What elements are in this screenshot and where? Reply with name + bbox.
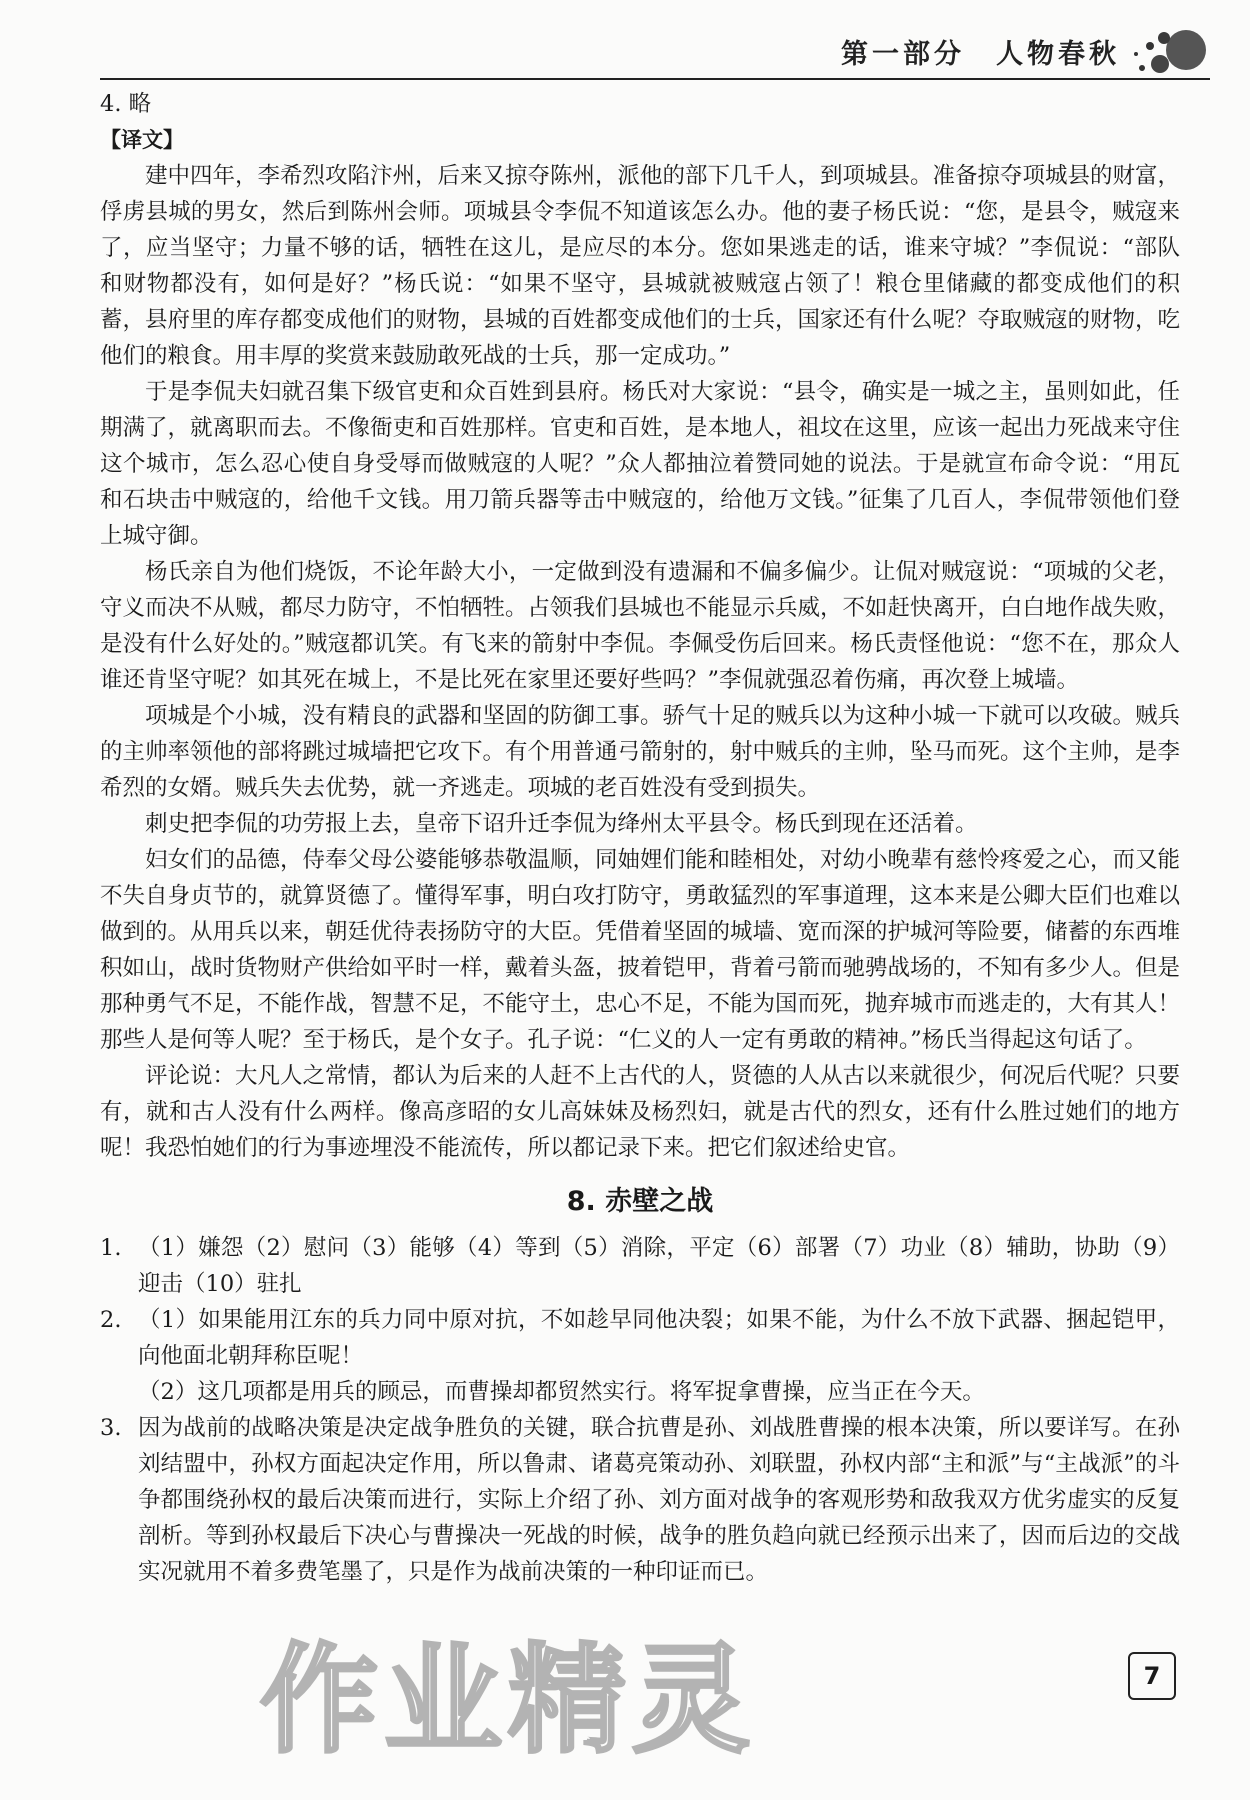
translation-label: 【译文】 <box>100 128 184 152</box>
paragraph: 建中四年，李希烈攻陷汴州，后来又掠夺陈州，派他的部下几千人，到项城县。准备掠夺项城县的财富，俘虏县城的男女，然后到陈州会师。项城县令李侃不知道该怎么办。他的妻子杨氏说：“您，是县令，贼寇来了，应当坚守；力量不够的话，牺牲在这儿，是应尽的本分。您如果逃走的话，谁来守城？”李侃说：“部队和财物都没有，如何是好？”杨氏说：“如果不坚守，县城就被贼寇占领了！粮仓里储藏的都变成他们的积蓄，县府里的库存都变成他们的财物，县城的百姓都变成他们的士兵，国家还有什么呢？夺取贼寇的财物，吃他们的粮食。用丰厚的奖赏来鼓励敢死战的士兵，那一定成功。” <box>100 163 1181 369</box>
answer-item-4: 4. 略 <box>100 91 152 117</box>
paragraph: 杨氏亲自为他们烧饭，不论年龄大小，一定做到没有遗漏和不偏多偏少。让侃对贼寇说：“项城的父老，守义而决不从贼，都尽力防守，不怕牺牲。占领我们县城也不能显示兵威，不如赶快离开，白白地作战失败，是没有什么好处的。”贼寇都讥笑。有飞来的箭射中李侃。李佩受伤后回来。杨氏责怪他说：“您不在，那众人谁还肯坚守呢？如其死在城上，不是比死在家里还要好些吗？”李侃就强忍着伤痛，再次登上城墙。 <box>100 559 1181 693</box>
paragraph: 项城是个小城，没有精良的武器和坚固的防御工事。骄气十足的贼兵以为这种小城一下就可以攻破。贼兵的主帅率领他的部将跳过城墙把它攻下。有个用普通弓箭射的，射中贼兵的主帅，坠马而死。这个主帅，是李希烈的女婿。贼兵失去优势，就一齐逃走。项城的老百姓没有受到损失。 <box>100 703 1181 801</box>
answer-item <box>100 1302 1180 1374</box>
answer-text: 因为战前的战略决策是决定战争胜负的关键，联合抗曹是孙、刘战胜曹操的根本决策，所以要详写。在孙刘结盟中，孙权方面起决定作用，所以鲁肃、诸葛亮策动孙、刘联盟，孙权内部“主和派”与“主战派”的斗争都围绕孙权的最后决策而进行，实际上介绍了孙、刘方面对战争的客观形势和敌我双方优劣虚实的反复剖析。等到孙权最后下决心与曹操决一死战的时候，战争的胜负趋向就已经预示出来了，因而后边的交战实况就用不着多费笔墨了，只是作为战前决策的一种印证而已。 <box>138 1415 1180 1585</box>
decorative-dots-icon <box>1120 24 1210 78</box>
page-number: 7 <box>1128 1652 1176 1700</box>
paragraph: 刺史把李侃的功劳报上去，皇帝下诏升迁李侃为绛州太平县令。杨氏到现在还活着。 <box>145 811 978 837</box>
header-title: 第一部分 人物春秋 <box>841 39 1120 70</box>
answer-text: （2）这几项都是用兵的顾忌，而曹操却都贸然实行。将军捉拿曹操，应当正在今天。 <box>138 1379 985 1405</box>
running-header <box>100 24 1210 80</box>
answer-number <box>100 1374 138 1410</box>
answer-number: 3. <box>100 1415 122 1441</box>
answer-number: 1. <box>100 1235 122 1261</box>
paragraph: 评论说：大凡人之常情，都认为后来的人赶不上古代的人，贤德的人从古以来就很少，何况后代呢？只要有，就和古人没有什么两样。像高彦昭的女儿高妹妹及杨烈妇，就是古代的烈女，还有什么胜过她们的地方呢！我恐怕她们的行为事迹埋没不能流传，所以都记录下来。把它们叙述给史官。 <box>100 1063 1181 1161</box>
paragraph: 妇女们的品德，侍奉父母公婆能够恭敬温顺，同妯娌们能和睦相处，对幼小晚辈有慈怜疼爱之心，而又能不失自身贞节的，就算贤德了。懂得军事，明白攻打防守，勇敢猛烈的军事道理，这本来是公卿大臣们也难以做到的。从用兵以来，朝廷优待表扬防守的大臣。凭借着坚固的城墙、宽而深的护城河等险要，储蓄的东西堆积如山，战时货物财产供给如平时一样，戴着头盔，披着铠甲，背着弓箭而驰骋战场的，不知有多少人。但是那种勇气不足，不能作战，智慧不足，不能守土，忠心不足，不能为国而死，抛弃城市而逃走的，大有其人！那些人是何等人呢？至于杨氏，是个女子。孔子说：“仁义的人一定有勇敢的精神。”杨氏当得起这句话了。 <box>100 847 1181 1053</box>
answer-number: 2. <box>100 1307 122 1333</box>
answer-item <box>100 1410 1180 1590</box>
content <box>100 86 1180 1590</box>
chapter-title: 8. 赤壁之战 <box>566 1186 714 1217</box>
watermark: 作业精灵 <box>260 1631 757 1769</box>
answer-text: （1）嫌怨（2）慰问（3）能够（4）等到（5）消除，平定（6）部署（7）功业（8）辅助，协助（9）迎击（10）驻扎 <box>138 1235 1180 1297</box>
answer-item <box>100 1374 1180 1410</box>
answer-item <box>100 1230 1180 1302</box>
answer-text: （1）如果能用江东的兵力同中原对抗，不如趁早同他决裂；如果不能，为什么不放下武器、捆起铠甲，向他面北朝拜称臣呢！ <box>138 1307 1180 1369</box>
paragraph: 于是李侃夫妇就召集下级官吏和众百姓到县府。杨氏对大家说：“县令，确实是一城之主，虽则如此，任期满了，就离职而去。不像衙吏和百姓那样。官吏和百姓，是本地人，祖坟在这里，应该一起出力死战来守住这个城市，怎么忍心使自身受辱而做贼寇的人呢？”众人都抽泣着赞同她的说法。于是就宣布命令说：“用瓦和石块击中贼寇的，给他千文钱。用刀箭兵器等击中贼寇的，给他万文钱。”征集了几百人，李侃带领他们登上城守御。 <box>100 379 1181 549</box>
